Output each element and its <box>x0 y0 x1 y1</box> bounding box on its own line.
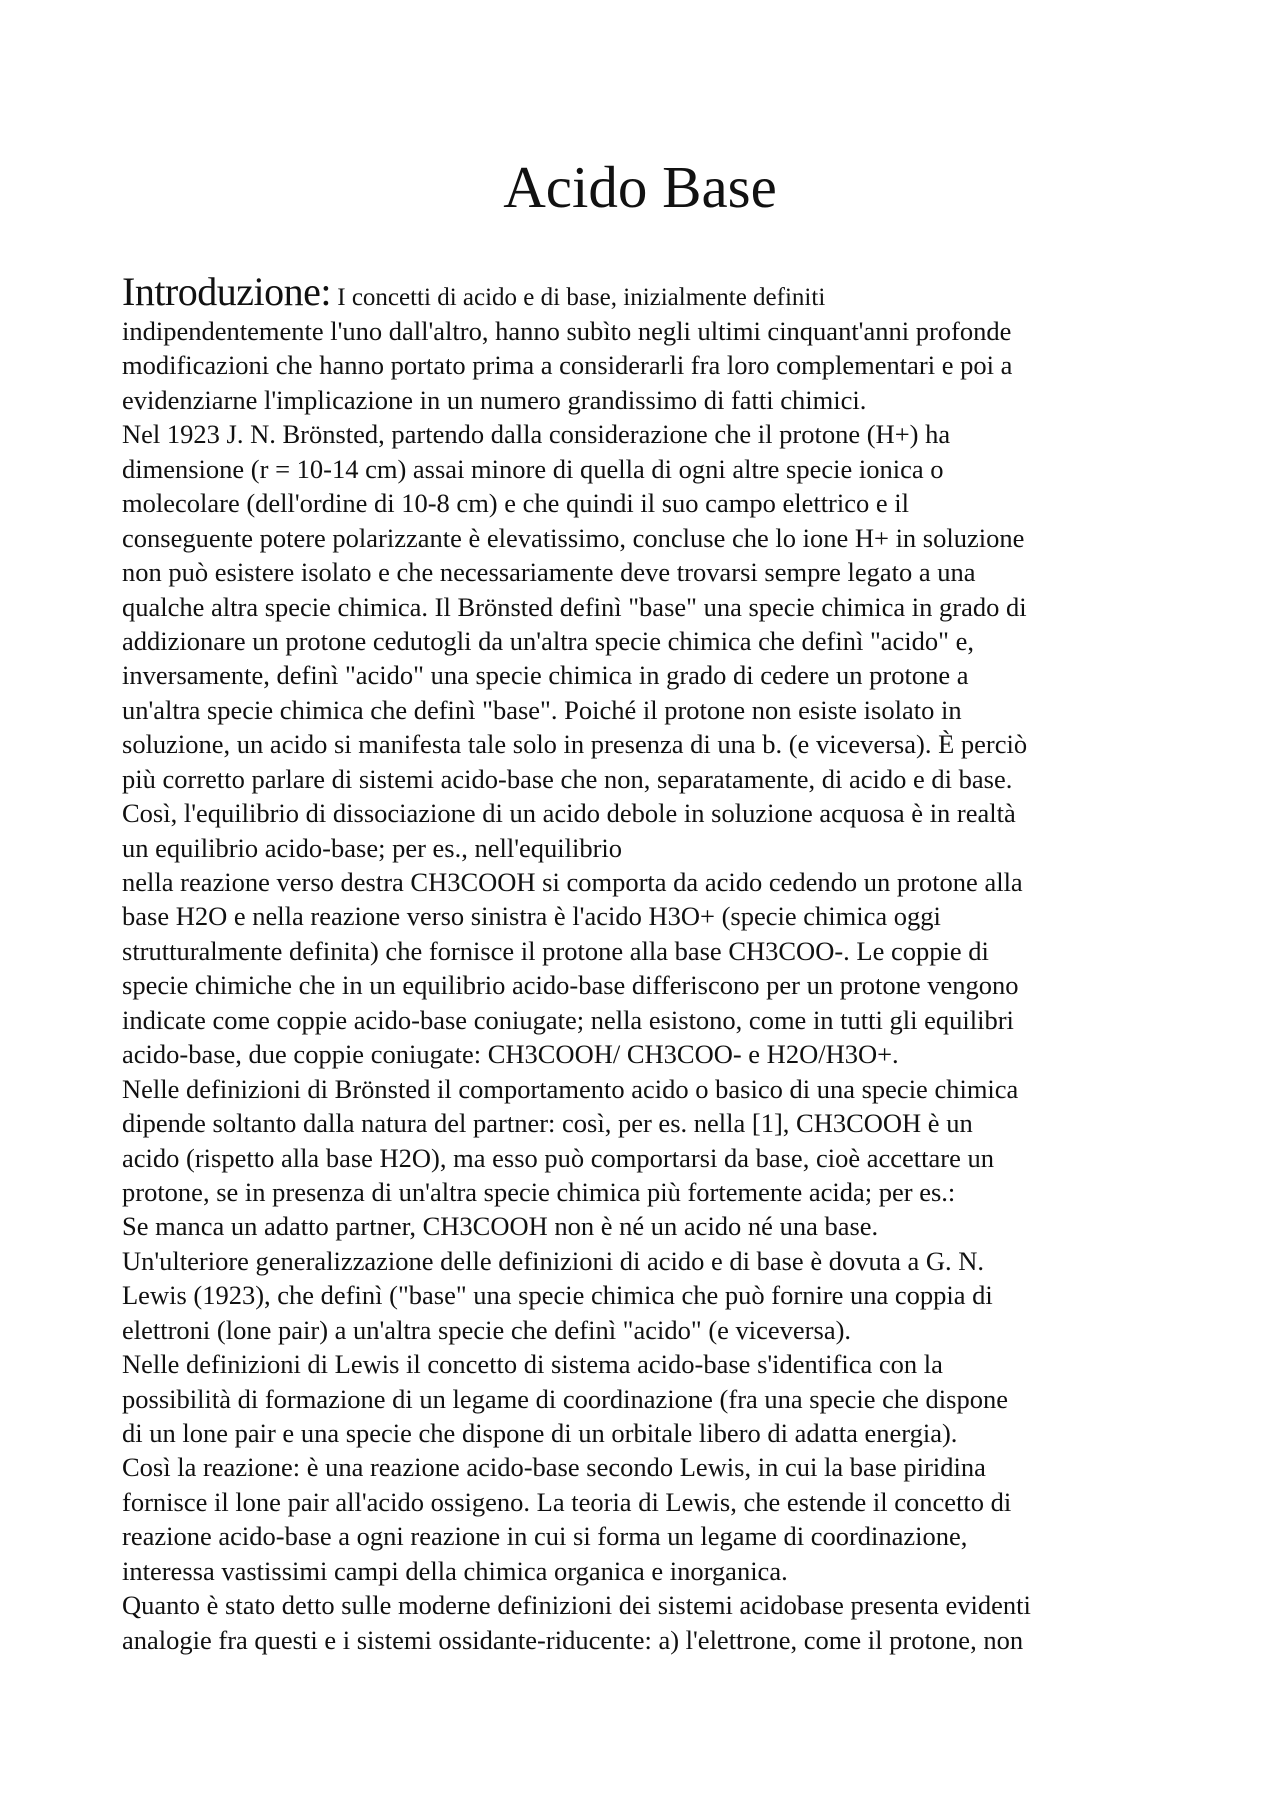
paragraph-line: acido (rispetto alla base H2O), ma esso può comportarsi da base, cioè accettare un <box>122 1142 994 1173</box>
paragraph-line: dipende soltanto dalla natura del partner: così, per es. nella [1], CH3COOH è un <box>122 1108 973 1139</box>
paragraph-line: Se manca un adatto partner, CH3COOH non è né un acido né una base. <box>122 1211 879 1242</box>
paragraph-line: reazione acido-base a ogni reazione in cui si forma un legame di coordinazione, <box>122 1521 968 1552</box>
paragraph-line: Un'ulteriore generalizzazione delle definizioni di acido e di base è dovuta a G. N. <box>122 1245 984 1276</box>
paragraph-line: più corretto parlare di sistemi acido-base che non, separatamente, di acido e di base. <box>122 763 1013 794</box>
paragraph-line: Così la reazione: è una reazione acido-base secondo Lewis, in cui la base piridina <box>122 1452 986 1483</box>
paragraph-line: modificazioni che hanno portato prima a considerarli fra loro complementari e poi a <box>122 350 1013 381</box>
document-body <box>122 270 1182 1657</box>
paragraph-line: Lewis (1923), che definì ("base" una specie chimica che può fornire una coppia di <box>122 1280 993 1311</box>
paragraph-line: fornisce il lone pair all'acido ossigeno. La teoria di Lewis, che estende il concetto di <box>122 1486 1012 1517</box>
intro-line <box>122 270 1182 314</box>
paragraph-line: non può esistere isolato e che necessariamente deve trovarsi sempre legato a una <box>122 557 976 588</box>
paragraph-line: protone, se in presenza di un'altra specie chimica più fortemente acida; per es.: <box>122 1176 956 1207</box>
paragraph-line: Così, l'equilibrio di dissociazione di un acido debole in soluzione acquosa è in realtà <box>122 798 1016 829</box>
section-label: Introduzione: <box>122 269 331 314</box>
paragraph-line: acido-base, due coppie coniugate: CH3COOH/ CH3COO- e H2O/H3O+. <box>122 1039 899 1070</box>
paragraph-line: molecolare (dell'ordine di 10-8 cm) e che quindi il suo campo elettrico e il <box>122 488 909 519</box>
paragraph-line: evidenziarne l'implicazione in un numero grandissimo di fatti chimici. <box>122 384 867 415</box>
paragraph-line: indicate come coppie acido-base coniugate; nella esistono, come in tutti gli equilibri <box>122 1004 1014 1035</box>
paragraph-line: analogie fra questi e i sistemi ossidante-riducente: a) l'elettrone, come il protone, non <box>122 1624 1024 1655</box>
paragraph-line: indipendentemente l'uno dall'altro, hanno subìto negli ultimi cinquant'anni profonde <box>122 316 1012 346</box>
paragraph-line: conseguente potere polarizzante è elevatissimo, concluse che lo ione H+ in soluzione <box>122 522 1025 553</box>
paragraph-line: Quanto è stato detto sulle moderne definizioni dei sistemi acidobase presenta evidenti <box>122 1590 1031 1621</box>
intro-first-line: I concetti di acido e di base, inizialmente definiti <box>331 284 826 311</box>
paragraph-line: strutturalmente definita) che fornisce il protone alla base CH3COO-. Le coppie di <box>122 935 989 966</box>
paragraph-line: inversamente, definì "acido" una specie chimica in grado di cedere un protone a <box>122 660 969 691</box>
paragraph-line: di un lone pair e una specie che dispone di un orbitale libero di adatta energia). <box>122 1418 958 1448</box>
paragraph-line: qualche altra specie chimica. Il Brönsted definì "base" una specie chimica in grado di <box>122 591 1027 622</box>
paragraph-line: interessa vastissimi campi della chimica organica e inorganica. <box>122 1555 788 1586</box>
paragraph-line: possibilità di formazione di un legame di coordinazione (fra una specie che dispone <box>122 1383 1008 1414</box>
paragraph-line: elettroni (lone pair) a un'altra specie che definì "acido" (e viceversa). <box>122 1314 852 1345</box>
paragraph-line: dimensione (r = 10-14 cm) assai minore di quella di ogni altre specie ionica o <box>122 453 944 484</box>
paragraph-line: specie chimiche che in un equilibrio acido-base differiscono per un protone vengono <box>122 970 1019 1001</box>
paragraph-line: un equilibrio acido-base; per es., nell'equilibrio <box>122 832 623 863</box>
paragraph-line: un'altra specie chimica che definì "base". Poiché il protone non esiste isolato in <box>122 694 962 725</box>
paragraph-line: soluzione, un acido si manifesta tale solo in presenza di una b. (e viceversa). È perciò <box>122 729 1028 760</box>
paragraph-line: addizionare un protone cedutogli da un'altra specie chimica che definì "acido" e, <box>122 625 974 656</box>
page-title: Acido Base <box>503 154 777 220</box>
paragraph-line: base H2O e nella reazione verso sinistra è l'acido H3O+ (specie chimica oggi <box>122 901 941 932</box>
paragraph-line: Nel 1923 J. N. Brönsted, partendo dalla considerazione che il protone (H+) ha <box>122 419 951 450</box>
paragraph-line: Nelle definizioni di Lewis il concetto di sistema acido-base s'identifica con la <box>122 1349 943 1380</box>
paragraph-line: nella reazione verso destra CH3COOH si comporta da acido cedendo un protone alla <box>122 867 1023 897</box>
paragraph-line: Nelle definizioni di Brönsted il comportamento acido o basico di una specie chimica <box>122 1073 1019 1104</box>
